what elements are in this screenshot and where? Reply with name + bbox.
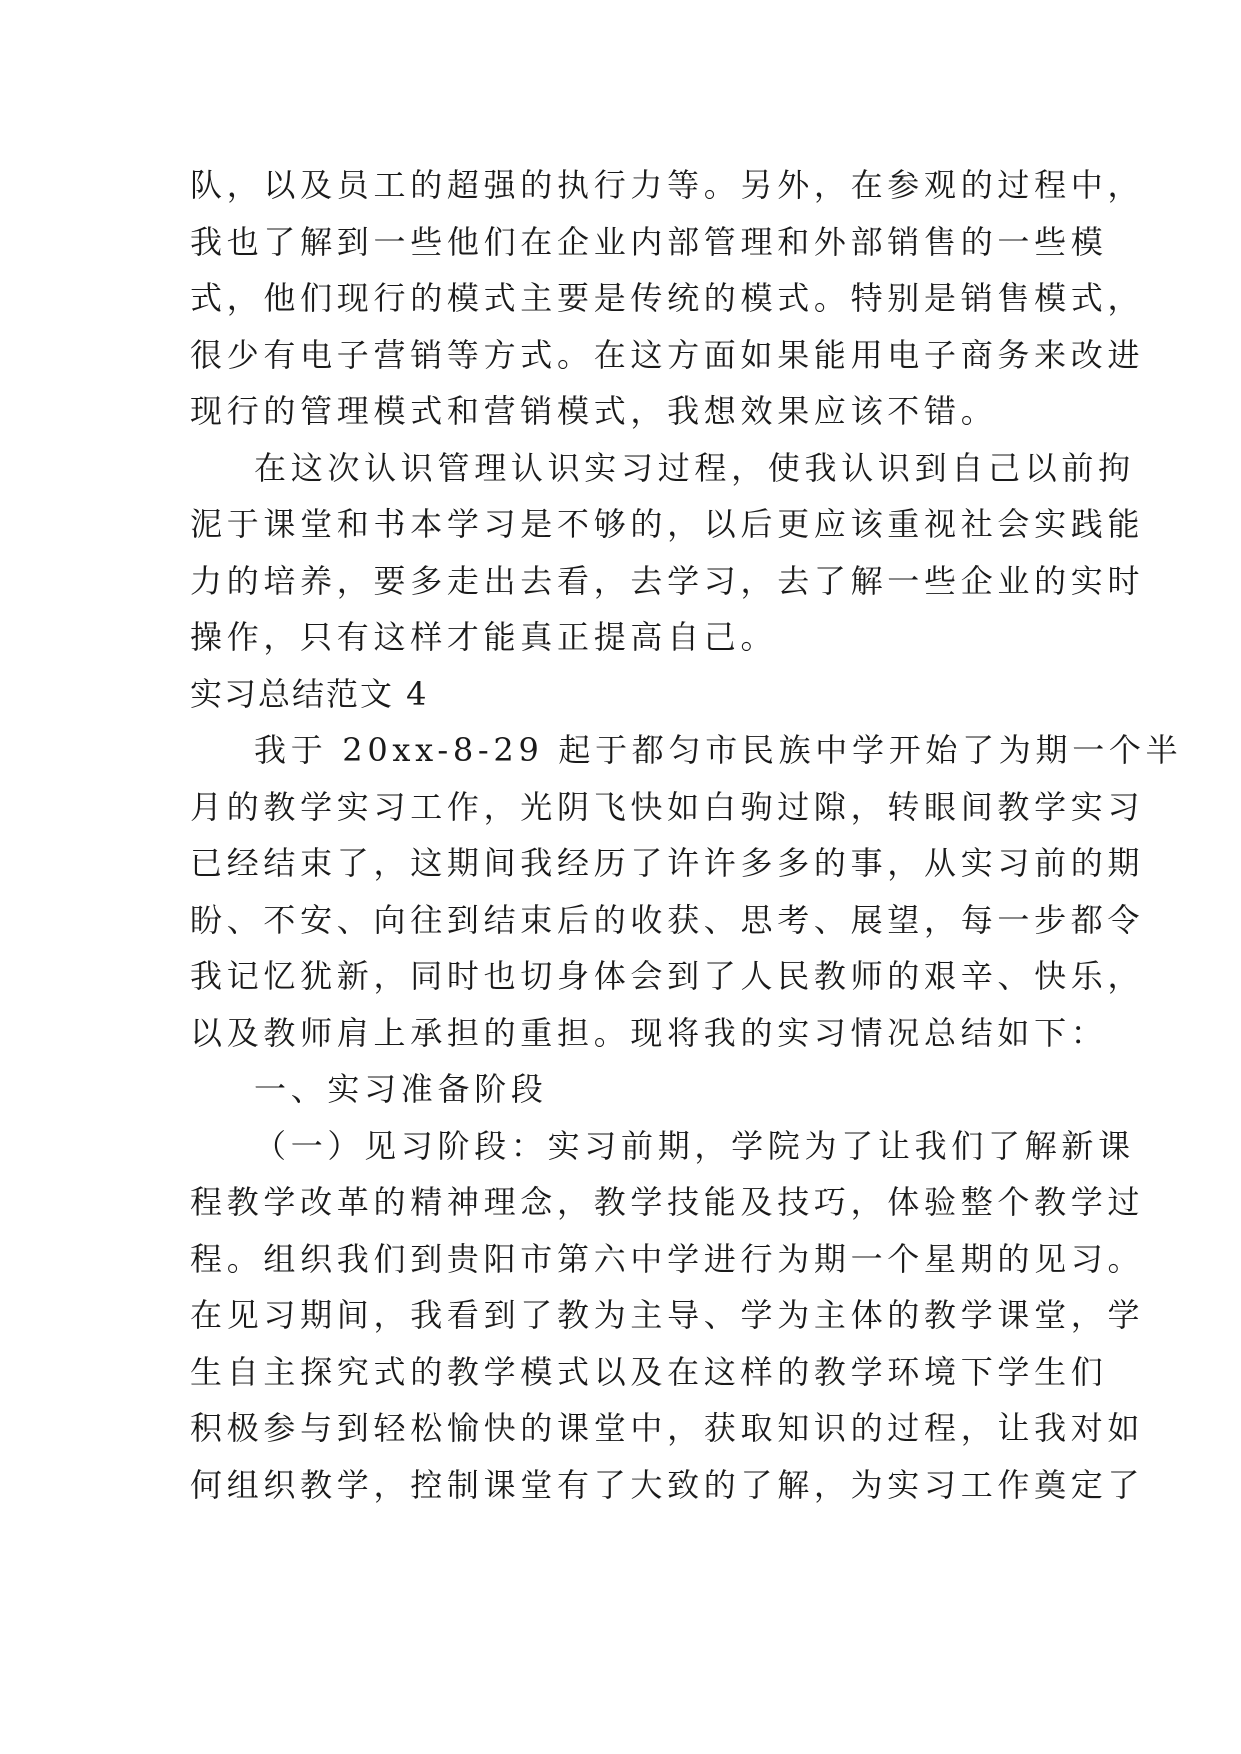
paragraph-line: 已经结束了，这期间我经历了许许多多的事，从实习前的期	[190, 844, 1145, 882]
paragraph-line: 我也了解到一些他们在企业内部管理和外部销售的一些模	[190, 222, 1108, 261]
paragraph-line: 盼、不安、向往到结束后的收获、思考、展望，每一步都令	[190, 900, 1145, 939]
paragraph-line: 现行的管理模式和营销模式，我想效果应该不错。	[190, 392, 998, 430]
paragraph-line: （一）见习阶段：实习前期，学院为了让我们了解新课	[254, 1126, 1135, 1165]
paragraph-line: 我于 20xx-8-29 起于都匀市民族中学开始了为期一个半	[254, 731, 1183, 769]
section-heading: 实习总结范文 4	[190, 674, 429, 713]
paragraph-line: 程。组织我们到贵阳市第六中学进行为期一个星期的见习。	[190, 1239, 1145, 1278]
paragraph-line: 以及教师肩上承担的重担。现将我的实习情况总结如下：	[190, 1013, 1108, 1052]
paragraph-line: 力的培养，要多走出去看，去学习，去了解一些企业的实时	[190, 561, 1145, 600]
paragraph-line: 操作，只有这样才能真正提高自己。	[190, 618, 778, 656]
paragraph-line: 很少有电子营销等方式。在这方面如果能用电子商务来改进	[190, 335, 1145, 374]
paragraph-line: 在见习期间，我看到了教为主导、学为主体的教学课堂，学	[190, 1296, 1145, 1334]
paragraph-line: 在这次认识管理认识实习过程，使我认识到自己以前拘	[254, 448, 1135, 487]
paragraph-line: 程教学改革的精神理念，教学技能及技巧，体验整个教学过	[190, 1183, 1145, 1221]
paragraph-line: 式，他们现行的模式主要是传统的模式。特别是销售模式，	[190, 279, 1145, 317]
paragraph-line: 月的教学实习工作，光阴飞快如白驹过隙，转眼间教学实习	[190, 787, 1145, 826]
paragraph-line: 何组织教学，控制课堂有了大致的了解，为实习工作奠定了	[190, 1465, 1145, 1504]
paragraph-line: 我记忆犹新，同时也切身体会到了人民教师的艰辛、快乐，	[190, 957, 1145, 995]
paragraph-line: 泥于课堂和书本学习是不够的，以后更应该重视社会实践能	[190, 505, 1145, 543]
paragraph-line: 生自主探究式的教学模式以及在这样的教学环境下学生们	[190, 1352, 1108, 1391]
paragraph-line: 积极参与到轻松愉快的课堂中，获取知识的过程，让我对如	[190, 1409, 1145, 1447]
subsection-heading: 一、实习准备阶段	[254, 1070, 548, 1108]
paragraph-line: 队，以及员工的超强的执行力等。另外，在参观的过程中，	[190, 166, 1145, 204]
document-body	[190, 157, 1183, 1513]
